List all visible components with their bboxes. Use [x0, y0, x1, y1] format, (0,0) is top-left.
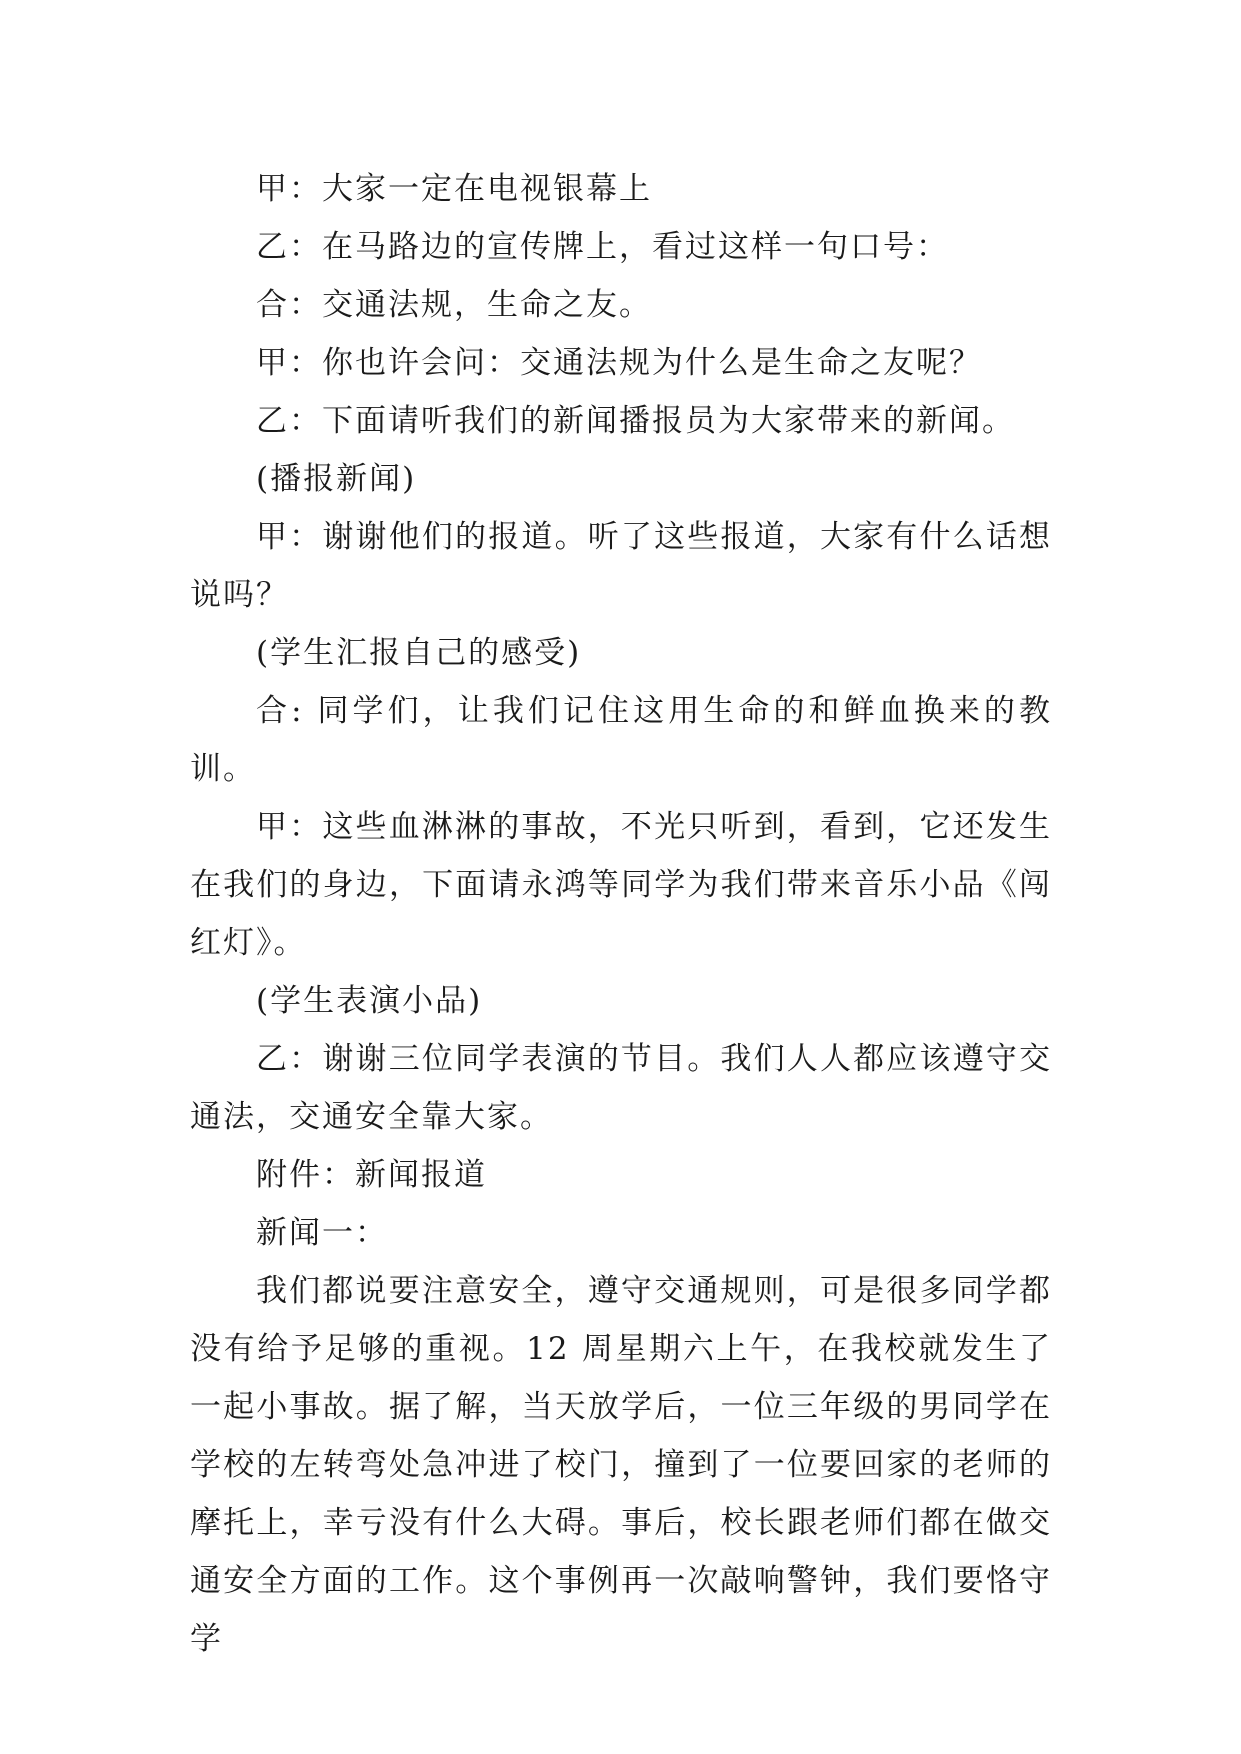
- stage-direction-skit: (学生表演小品): [256, 983, 483, 1019]
- dialogue-line-yi-1: 乙：在马路边的宣传牌上，看过这样一句口号：: [256, 229, 949, 265]
- dialogue-line-yi-2: 乙：下面请听我们的新闻播报员为大家带来的新闻。: [256, 403, 1015, 439]
- dialogue-line-jia-1: 甲：大家一定在电视银幕上: [256, 171, 652, 207]
- news-one-body: 我们都说要注意安全，遵守交通规则，可是很多同学都没有给予足够的重视。12 周星期六上午，在我校就发生了一起小事故。据了解，当天放学后，一位三年级的男同学在学校的左转弯处急冲进了校门，撞到了一位要回家的老师的摩托上，幸亏没有什么大碍。事后，校长跟老师们都在做交通安全方面的工作。这个事例再一次敲响警钟，我们要恪守学: [190, 1273, 1052, 1657]
- dialogue-line-jia-3: 甲：谢谢他们的报道。听了这些报道，大家有什么话想说吗？: [190, 519, 1052, 613]
- dialogue-line-jia-2: 甲：你也许会问：交通法规为什么是生命之友呢？: [256, 345, 982, 381]
- stage-direction-news: (播报新闻): [256, 461, 417, 497]
- dialogue-line-he-2: 合: 同学们，让我们记住这用生命的和鲜血换来的教训。: [190, 693, 1052, 787]
- news-one-heading: 新闻一：: [256, 1215, 388, 1251]
- dialogue-line-he-1: 合：交通法规，生命之友。: [256, 287, 652, 323]
- dialogue-line-yi-3: 乙：谢谢三位同学表演的节目。我们人人都应该遵守交通法，交通安全靠大家。: [190, 1041, 1052, 1135]
- dialogue-line-jia-4: 甲：这些血淋淋的事故，不光只听到，看到，它还发生在我们的身边，下面请永鸿等同学为我们带来音乐小品《闯红灯》。: [190, 809, 1052, 961]
- appendix-heading: 附件：新闻报道: [256, 1157, 487, 1193]
- stage-direction-feedback: (学生汇报自己的感受): [256, 635, 582, 671]
- document-body: [190, 160, 1052, 1668]
